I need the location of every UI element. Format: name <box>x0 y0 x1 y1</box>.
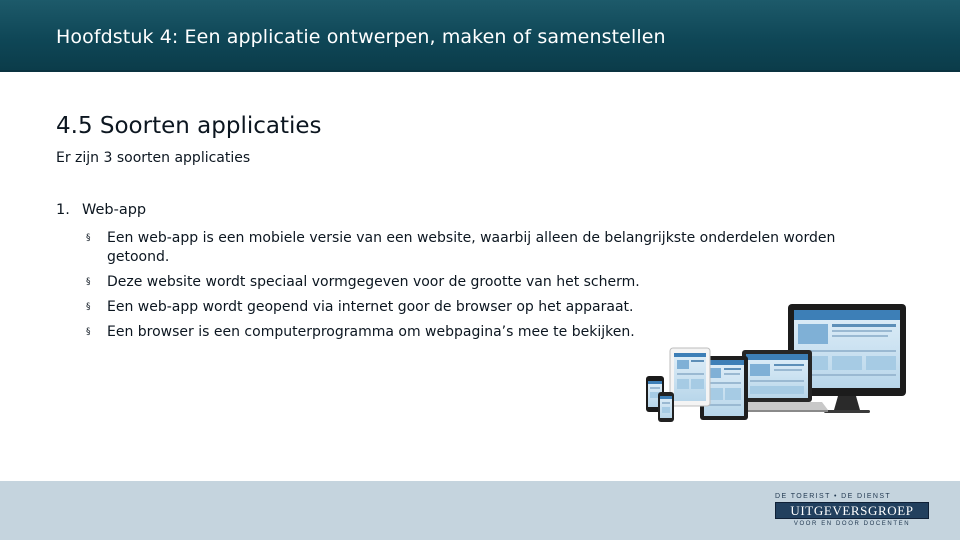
publisher-logo <box>775 493 929 529</box>
tablet-white-icon <box>670 348 710 406</box>
bullet-text: Een web-app is een mobiele versie van een website, waarbij alleen de belangrijkste onderdelen worden getoond. <box>107 230 836 265</box>
phone-icon <box>658 392 674 422</box>
bullet-icon: § <box>86 327 91 337</box>
slide-header <box>0 0 960 72</box>
intro-text: Er zijn 3 soorten applicaties <box>56 150 251 166</box>
bullet-text: Deze website wordt speciaal vormgegeven voor de grootte van het scherm. <box>107 274 640 290</box>
bullet-item <box>86 273 886 292</box>
bullet-icon: § <box>86 277 91 287</box>
bullet-icon: § <box>86 302 91 312</box>
logo-top-line: DE TOERIST • DE DIENST <box>775 493 892 500</box>
list-number: 1. <box>56 202 70 218</box>
bullet-text: Een web-app wordt geopend via internet goor de browser op het apparaat. <box>107 299 634 315</box>
devices-illustration <box>638 300 913 430</box>
list-heading: Web-app <box>82 202 147 218</box>
bullet-item <box>86 229 886 267</box>
bullet-icon: § <box>86 233 91 243</box>
list-item-web-app <box>56 202 146 218</box>
bullet-text: Een browser is een computerprogramma om webpagina’s mee te bekijken. <box>107 324 635 340</box>
section-title: 4.5 Soorten applicaties <box>56 113 322 139</box>
chapter-title: Hoofdstuk 4: Een applicatie ontwerpen, maken of samenstellen <box>56 26 666 48</box>
logo-name: UITGEVERSGROEP <box>775 502 929 519</box>
logo-tagline: VOOR EN DOOR DOCENTEN <box>793 521 911 527</box>
